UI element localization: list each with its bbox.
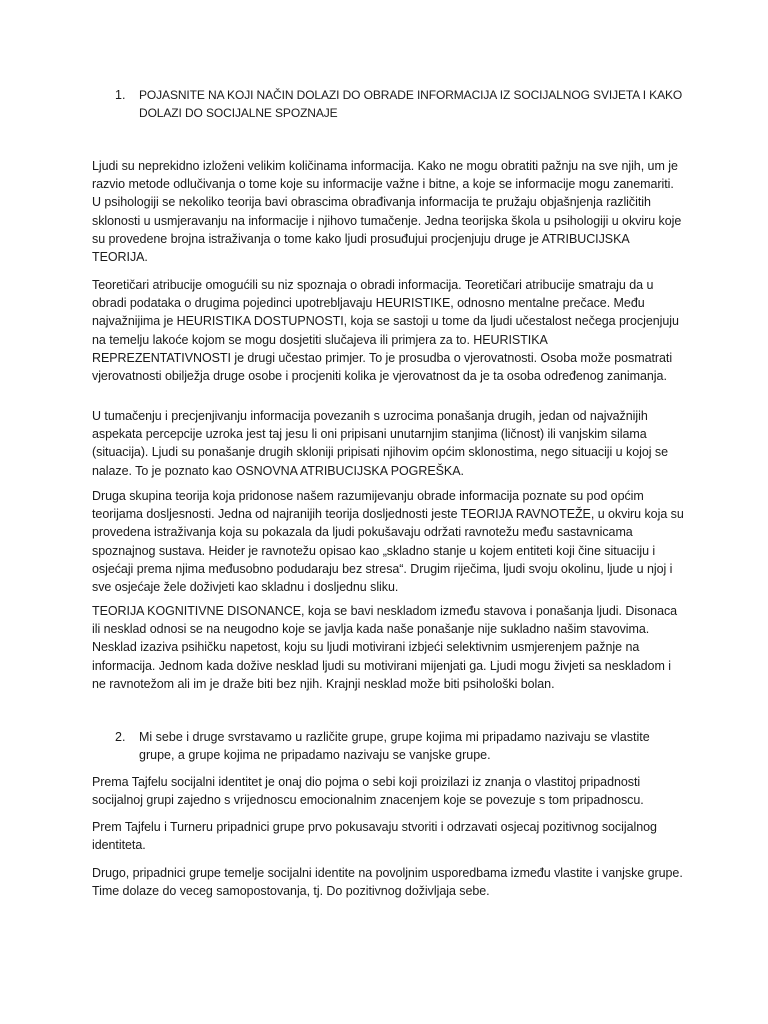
paragraph-balance-theory: Druga skupina teorija koja pridonose našem razumijevanju obrade informacija poznate su pod općim teorijama dosljesnosti. Jedna od najranijih teorija dosljednosti jeste TEORIJA RAVNOTEŽE, u okviru koja su provedena istraživanja koja su pokazala da ljudi pokušavaju održati ravnotežu među sastavnicama spoznajnog sustava. Heider je ravnotežu opisao kao „skladno stanje u kojem entiteti koji čine situaciju i osjećaji prema njima međusobno podudaraju bez stresa“. Drugim riječima, ljudi svoju okolinu, ljude u njoj i sve osjećaje žele doživjeti kao skladnu i dosljednu sliku. bbox=[92, 489, 684, 595]
question-1 bbox=[115, 86, 685, 122]
question-2-number: 2. bbox=[115, 730, 126, 744]
paragraph-social-identity: Prema Tajfelu socijalni identitet je onaj dio pojma o sebi koji proizilazi iz znanja o vlastitoj pripadnosti socijalnoj grupi zajedno s vrijednoscu emocionalnim znacenjem koje se povezuje s tom pripadnoscu. bbox=[92, 775, 644, 808]
paragraph-heuristics: Teoretičari atribucije omogućili su niz spoznaja o obradi informacija. Teoretičari atribucije smatraju da u obradi podataka o drugima pojedinci upotrebljavaju HEURISTIKE, odnosno mentalne prečace. Među najvažnijima je HEURISTIKA DOSTUPNOSTI, koja se sastoji u tome da ljudi učestalost nečega procjenjuju na temelju lakoće kojom se mogu dosjetiti slučajeva ili primjera za to. HEURISTIKA REPREZENTATIVNOSTI je drugi učestao primjer. To je prosudba o vjerovatnosti. Osoba može posmatrati vjerovatnosti obilježja druge osobe i procjeniti kolika je vjerovatnost da je ta osoba određenog zanimanja. bbox=[92, 278, 679, 384]
question-1-text: POJASNITE NA KOJI NAČIN DOLAZI DO OBRADE INFORMACIJA IZ SOCIJALNOG SVIJETA I KAKO DOLAZI DO SOCIJALNE SPOZNAJE bbox=[139, 88, 683, 120]
paragraph-tajfel-turner: Prem Tajfelu i Turneru pripadnici grupe prvo pokusavaju stvoriti i odrzavati osjecaj pozitivnog socijalnog identiteta. bbox=[92, 820, 657, 853]
paragraph-cognitive-dissonance: TEORIJA KOGNITIVNE DISONANCE, koja se bavi neskladom između stavova i ponašanja ljudi. Disonaca ili nesklad odnosi se na neugodno koje se javlja kada naše ponašanje nije sukladno našim stavovima. Nesklad izaziva psihičku napetost, koju su ljudi motivirani izbjeći selektivnim usmjerenjem pažnje na informacija. Jednom kada dožive nesklad ljudi su motivirani mijenjati ga. Ljudi mogu živjeti sa neskladom i ne ravnotežom ali im je draže biti bez njih. Krajnji nesklad može biti psihološki bolan. bbox=[92, 604, 678, 691]
question-1-number: 1. bbox=[115, 88, 126, 102]
paragraph-intro: Ljudi su neprekidno izloženi velikim količinama informacija. Kako ne mogu obratiti pažnju na sve njih, um je razvio metode odlučivanja o tome koje su informacije važne i bitne, a koje se informacije mogu zanemariti. U psihologiji se nekoliko teorija bavi obrascima obrađivanja informacija te pružaju objašnjenja različitih sklonosti u usmjeravanju na informacije i njihovo tumačenje. Jedna teorijska škola u psihologiji u okviru koje su provedene brojna istraživanja o tome kako ljudi prosuđujui procjenjuju druge je ATRIBUCIJSKA TEORIJA. bbox=[92, 159, 682, 265]
question-2-text: Mi sebe i druge svrstavamo u različite grupe, grupe kojima mi pripadamo nazivaju se vlastite grupe, a grupe kojima ne pripadamo nazivaju se vanjske grupe. bbox=[139, 730, 650, 762]
paragraph-comparisons: Drugo, pripadnici grupe temelje socijalni identite na povoljnim usporedbama između vlastite i vanjske grupe. Time dolaze do veceg samopostovanja, tj. Do pozitivnog doživljaja sebe. bbox=[92, 866, 683, 899]
question-2 bbox=[115, 728, 685, 764]
paragraph-attribution-error: U tumačenju i precjenjivanju informacija povezanih s uzrocima ponašanja drugih, jedan od najvažnijih aspekata percepcije uzroka jest taj jesu li oni pripisani unutarnjim stanjima (ličnost) ili vanjskim silama (situacija). Ljudi su ponašanje drugih skloniji pripisati njihovim općim sklonostima, nego situaciji u kojoj se nalaze. To je poznato kao OSNOVNA ATRIBUCIJSKA POGREŠKA. bbox=[92, 409, 668, 478]
